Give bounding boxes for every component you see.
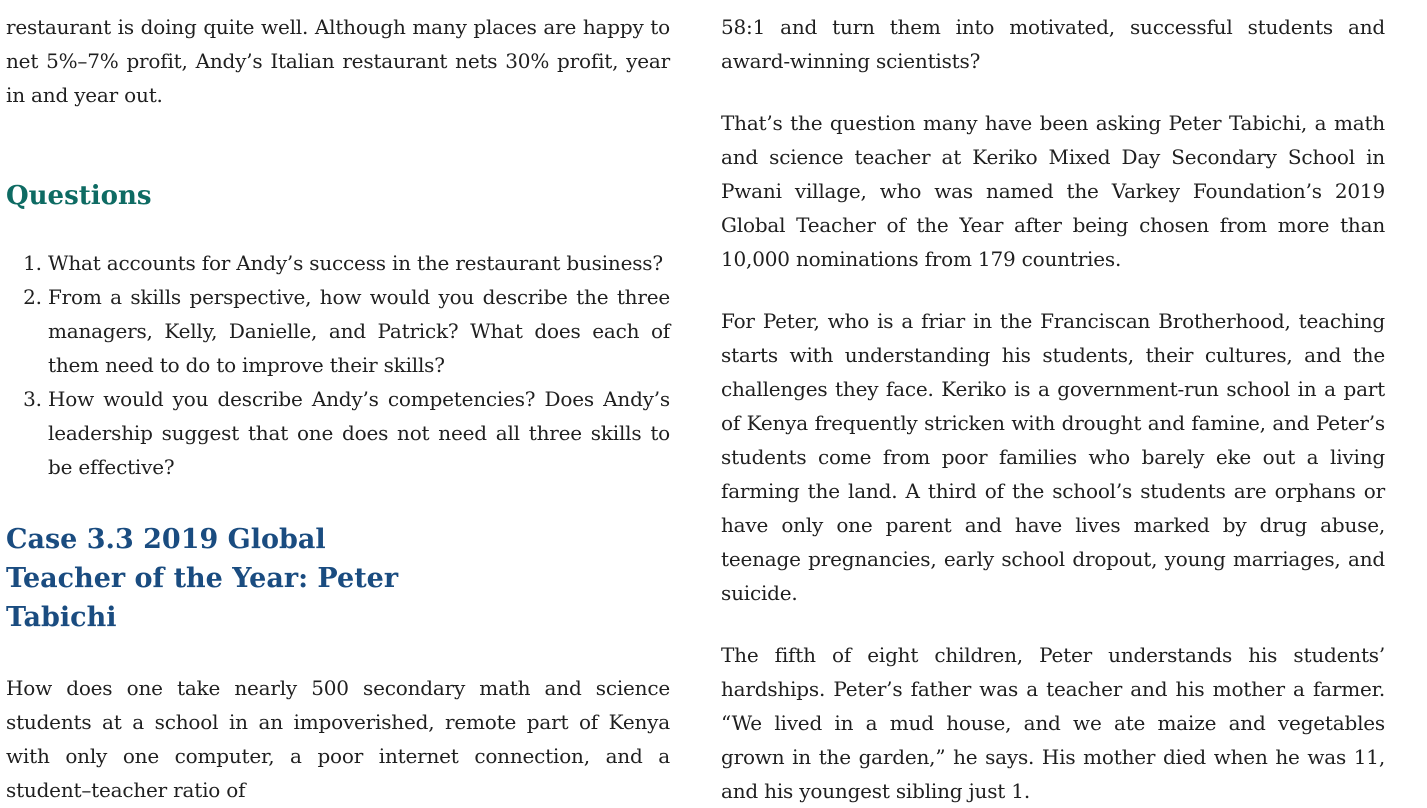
questions-heading: Questions <box>6 181 152 211</box>
body-paragraph: That’s the question many have been asking Peter Tabichi, a math and science teacher at Keriko Mixed Day Secondary School in Pwani village, who was named the Varkey Foundation’s 2019 Global Teacher of the Year after being chosen from more than 10,000 nominations from 179 countries. <box>721 111 1385 271</box>
intro-paragraph: restaurant is doing quite well. Although many places are happy to net 5%–7% profit, Andy’s Italian restaurant nets 30% profit, year in and year out. <box>6 15 670 107</box>
question-item: 1. What accounts for Andy’s success in the restaurant business? <box>48 246 670 280</box>
right-column <box>721 10 1385 808</box>
body-paragraph: The fifth of eight children, Peter understands his students’ hardships. Peter’s father was a teacher and his mother a farmer. “We lived in a mud house, and we ate maize and vegetables grown in the garden,” he says. His mother died when he was 11, and his youngest sibling just 1. <box>721 643 1385 803</box>
case-heading: Case 3.3 2019 Global Teacher of the Year: Peter Tabichi <box>6 524 399 633</box>
question-item: 2. From a skills perspective, how would you describe the three managers, Kelly, Danielle, and Patrick? What does each of them need to do to improve their skills? <box>48 280 670 382</box>
body-paragraph: For Peter, who is a friar in the Franciscan Brotherhood, teaching starts with understanding his students, their cultures, and the challenges they face. Keriko is a government-run school in a part of Kenya frequently stricken with drought and famine, and Peter’s students come from poor families who barely eke out a living farming the land. A third of the school’s students are orphans or have only one parent and have lives marked by drug abuse, teenage pregnancies, early school dropout, young marriages, and suicide. <box>721 309 1385 605</box>
left-column <box>6 10 670 807</box>
body-paragraph: 58:1 and turn them into motivated, successful students and award-winning scientists? <box>721 15 1385 73</box>
questions-list <box>6 246 670 484</box>
case-intro-paragraph: How does one take nearly 500 secondary math and science students at a school in an impoverished, remote part of Kenya with only one computer, a poor internet connection, and a student–teacher ratio of <box>6 676 670 802</box>
question-item: 3. How would you describe Andy’s competencies? Does Andy’s leadership suggest that one does not need all three skills to be effective? <box>48 382 670 484</box>
